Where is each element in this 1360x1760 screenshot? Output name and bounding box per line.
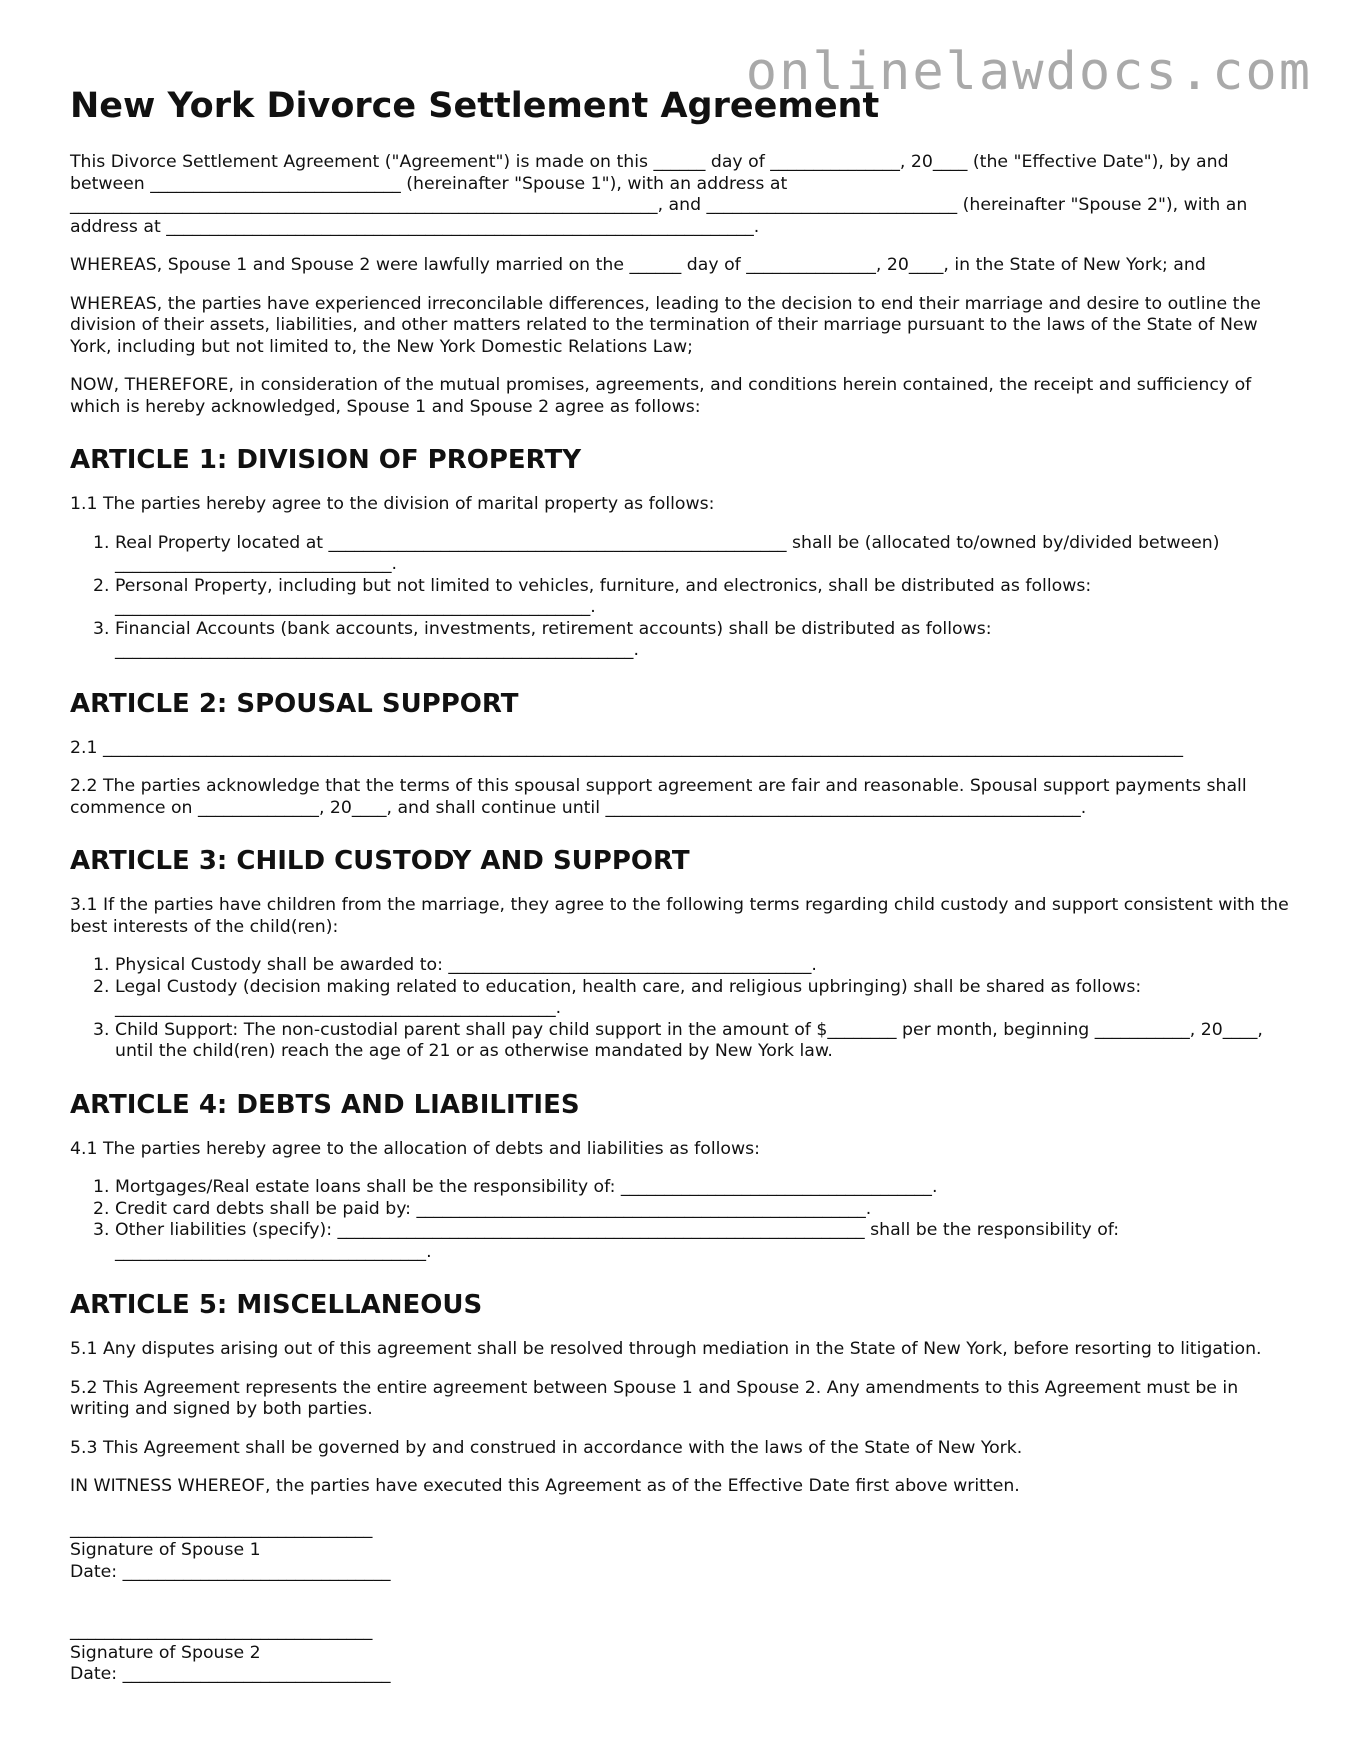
date-field[interactable]: Date: _______________________________: [70, 1664, 391, 1684]
article-2-paragraph-2: 2.2 The parties acknowledge that the terms of this spousal support agreement are fair and reasonable. Spousal support payments shall commence on ______________, 20____, and shall continue until _______________________________________________________.: [70, 776, 1247, 818]
article-5-paragraph-3: 5.3 This Agreement shall be governed by and construed in accordance with the laws of the State of New York.: [70, 1437, 1023, 1458]
article-5-paragraph-2: 5.2 This Agreement represents the entire agreement between Spouse 1 and Spouse 2. Any amendments to this Agreement must be in writing and signed by both parties.: [70, 1377, 1239, 1419]
article-3-list: [70, 955, 1300, 1063]
signature-block-spouse-1: [70, 1519, 1300, 1584]
article-2-heading: ARTICLE 2: SPOUSAL SUPPORT: [70, 688, 519, 719]
list-item: 1. Real Property located at _____________________________________________________ shall be (allocated to/owned by/divided between) ________________________________.: [115, 533, 1300, 576]
intro-paragraph-1: This Divorce Settlement Agreement ("Agreement") is made on this ______ day of _______________, 20____ (the "Effective Date"), by and between _____________________________ (hereinafter "Spouse 1"), with an address at ____________________________________________________________________, and _____________________________ (hereinafter "Spouse 2"), with an address at ____________________________________________________________________.: [70, 152, 1248, 237]
witness-paragraph: IN WITNESS WHEREOF, the parties have executed this Agreement as of the Effective Date first above written.: [70, 1476, 1020, 1496]
document-body: [70, 80, 1300, 1686]
article-2-paragraph-1: 2.1 _____________________________________________________________________________________________________________________________: [70, 737, 1184, 758]
intro-paragraph-4: NOW, THEREFORE, in consideration of the mutual promises, agreements, and conditions herein contained, the receipt and sufficiency of which is hereby acknowledged, Spouse 1 and Spouse 2 agree as follows:: [70, 375, 1252, 417]
list-item: 2. Legal Custody (decision making related to education, health care, and religious upbringing) shall be shared as follows: ___________________________________________________.: [115, 977, 1300, 1020]
list-item: 3. Financial Accounts (bank accounts, investments, retirement accounts) shall be distributed as follows: ____________________________________________________________.: [115, 619, 1300, 662]
signature-label: Signature of Spouse 1: [70, 1540, 261, 1560]
article-4-heading: ARTICLE 4: DEBTS AND LIABILITIES: [70, 1089, 580, 1120]
date-field[interactable]: Date: _______________________________: [70, 1561, 391, 1582]
list-item: 2. Credit card debts shall be paid by: ____________________________________________________.: [115, 1199, 1300, 1221]
article-1-list: [70, 533, 1300, 662]
signature-line[interactable]: ___________________________________: [70, 1621, 373, 1641]
list-item: 1. Mortgages/Real estate loans shall be the responsibility of: ____________________________________.: [115, 1177, 1300, 1199]
article-1-paragraph: 1.1 The parties hereby agree to the division of marital property as follows:: [70, 494, 715, 514]
article-3-heading: ARTICLE 3: CHILD CUSTODY AND SUPPORT: [70, 846, 690, 876]
article-3-paragraph: 3.1 If the parties have children from the marriage, they agree to the following terms regarding child custody and support consistent with the best interests of the child(ren):: [70, 895, 1289, 937]
list-item: 2. Personal Property, including but not limited to vehicles, furniture, and electronics, shall be distributed as follows: _______________________________________________________.: [115, 576, 1300, 619]
list-item: 1. Physical Custody shall be awarded to: __________________________________________.: [115, 955, 1300, 977]
article-5-heading: ARTICLE 5: MISCELLANEOUS: [70, 1290, 483, 1320]
signature-label: Signature of Spouse 2: [70, 1642, 261, 1663]
list-item: 3. Other liabilities (specify): _____________________________________________________________ shall be the responsibility of: ____________________________________.: [115, 1220, 1300, 1263]
intro-paragraph-3: WHEREAS, the parties have experienced irreconcilable differences, leading to the decision to end their marriage and desire to outline the division of their assets, liabilities, and other matters related to the termination of their marriage pursuant to the laws of the State of New York, including but not limited to, the New York Domestic Relations Law;: [70, 293, 1261, 357]
intro-paragraph-2: WHEREAS, Spouse 1 and Spouse 2 were lawfully married on the ______ day of _______________, 20____, in the State of New York; and: [70, 255, 1206, 275]
watermark: onlinelawdocs.com: [745, 42, 1312, 102]
list-item: 3. Child Support: The non-custodial parent shall pay child support in the amount of $________ per month, beginning ___________, 20____, until the child(ren) reach the age of 21 or as otherwise mandated by New York law.: [115, 1020, 1300, 1063]
article-1-heading: ARTICLE 1: DIVISION OF PROPERTY: [70, 445, 582, 475]
article-4-list: [70, 1177, 1300, 1263]
signature-block-spouse-2: [70, 1621, 1300, 1686]
document-title: New York Divorce Settlement Agreement: [70, 86, 880, 126]
article-4-paragraph: 4.1 The parties hereby agree to the allocation of debts and liabilities as follows:: [70, 1138, 760, 1159]
article-5-paragraph-1: 5.1 Any disputes arising out of this agreement shall be resolved through mediation in the State of New York, before resorting to litigation.: [70, 1339, 1262, 1359]
signature-line[interactable]: ___________________________________: [70, 1518, 373, 1539]
